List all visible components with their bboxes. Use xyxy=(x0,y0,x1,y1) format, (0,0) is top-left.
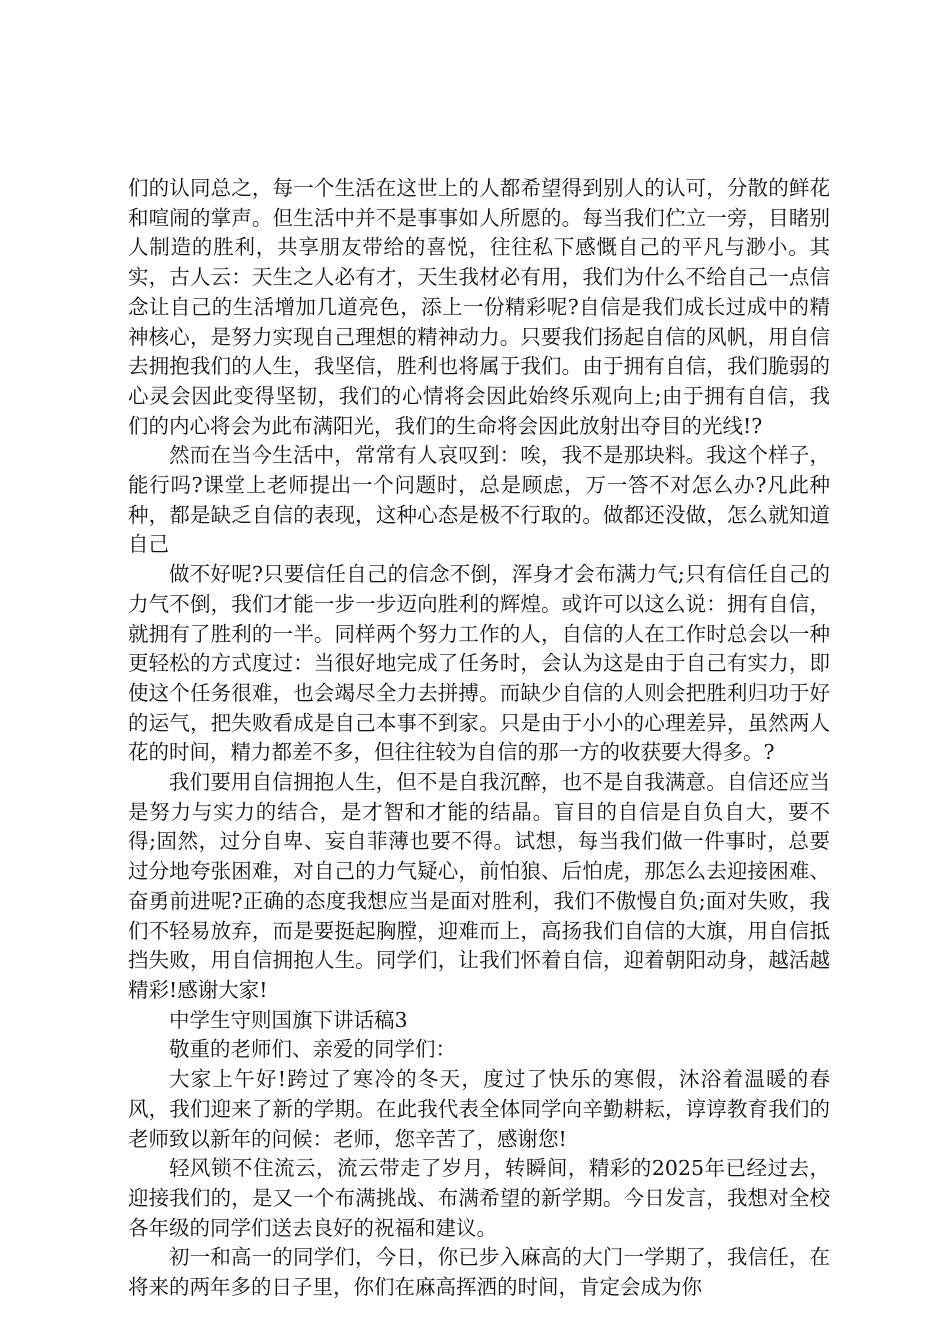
paragraph-2: 然而在当今生活中，常常有人哀叹到：唉，我不是那块料。我这个样子，能行吗?课堂上老师提出一个问题时，总是顾虑，万一答不对怎么办?凡此种种，都是缺乏自信的表现，这种心态是极不行取的。做都还没做，怎么就知道自己 xyxy=(128,443,830,557)
section-heading: 中学生守则国旗下讲话稿3 xyxy=(169,1007,408,1032)
paragraph-5: 大家上午好!跨过了寒冷的冬天，度过了快乐的寒假，沐浴着温暖的春风，我们迎来了新的学期。在此我代表全体同学向辛勤耕耘，谆谆教育我们的老师致以新年的问候：老师，您辛苦了，感谢您! xyxy=(128,1067,830,1151)
paragraph-6: 轻风锁不住流云，流云带走了岁月，转瞬间，精彩的2025年已经过去，迎接我们的，是又一个布满挑战、布满希望的新学期。今日发言，我想对全校各年级的同学们送去良好的祝福和建议。 xyxy=(128,1156,830,1240)
salutation: 敬重的老师们、亲爱的同学们： xyxy=(169,1037,456,1062)
document-body xyxy=(128,174,830,1303)
paragraph-3: 做不好呢?只要信任自己的信念不倒，浑身才会布满力气;只有信任自己的力气不倒，我们才能一步一步迈向胜利的辉煌。或许可以这么说：拥有自信，就拥有了胜利的一半。同样两个努力工作的人，自信的人在工作时总会以一种更轻松的方式度过：当很好地完成了任务时，会认为这是由于自己有实力，即使这个任务很难，也会竭尽全力去拼搏。而缺少自信的人则会把胜利归功于好的运气，把失败看成是自己本事不到家。只是由于小小的心理差异，虽然两人花的时间，精力都差不多，但往往较为自信的那一方的收获要大得多。? xyxy=(128,562,830,765)
paragraph-1: 们的认同总之，每一个生活在这世上的人都希望得到别人的认可，分散的鲜花和喧闹的掌声。但生活中并不是事事如人所愿的。每当我们伫立一旁，目睹别人制造的胜利，共享朋友带给的喜悦，往往私下感慨自己的平凡与渺小。其实，古人云：天生之人必有才，天生我材必有用，我们为什么不给自己一点信念让自己的生活增加几道亮色，添上一份精彩呢?自信是我们成长过成中的精神核心，是努力实现自己理想的精神动力。只要我们扬起自信的风帆，用自信去拥抱我们的人生，我坚信，胜利也将属于我们。由于拥有自信，我们脆弱的心灵会因此变得坚韧，我们的心情将会因此始终乐观向上;由于拥有自信，我们的内心将会为此布满阳光，我们的生命将会因此放射出夺目的光线!? xyxy=(128,176,830,438)
paragraph-7: 初一和高一的同学们，今日，你已步入麻高的大门一学期了，我信任，在将来的两年多的日子里，你们在麻高挥洒的时间，肯定会成为你 xyxy=(128,1245,830,1300)
paragraph-4: 我们要用自信拥抱人生，但不是自我沉醉，也不是自我满意。自信还应当是努力与实力的结合，是才智和才能的结晶。盲目的自信是自负自大，要不得;固然，过分自卑、妄自菲薄也要不得。试想，每当我们做一件事时，总要过分地夸张困难，对自己的力气疑心，前怕狼、后怕虎，那怎么去迎接困难、奋勇前进呢?正确的态度我想应当是面对胜利，我们不傲慢自负;面对失败，我们不轻易放弃，而是要挺起胸膛，迎难而上，高扬我们自信的大旗，用自信抵挡失败，用自信拥抱人生。同学们，让我们怀着自信，迎着朝阳动身，越活越精彩!感谢大家! xyxy=(128,770,830,1002)
